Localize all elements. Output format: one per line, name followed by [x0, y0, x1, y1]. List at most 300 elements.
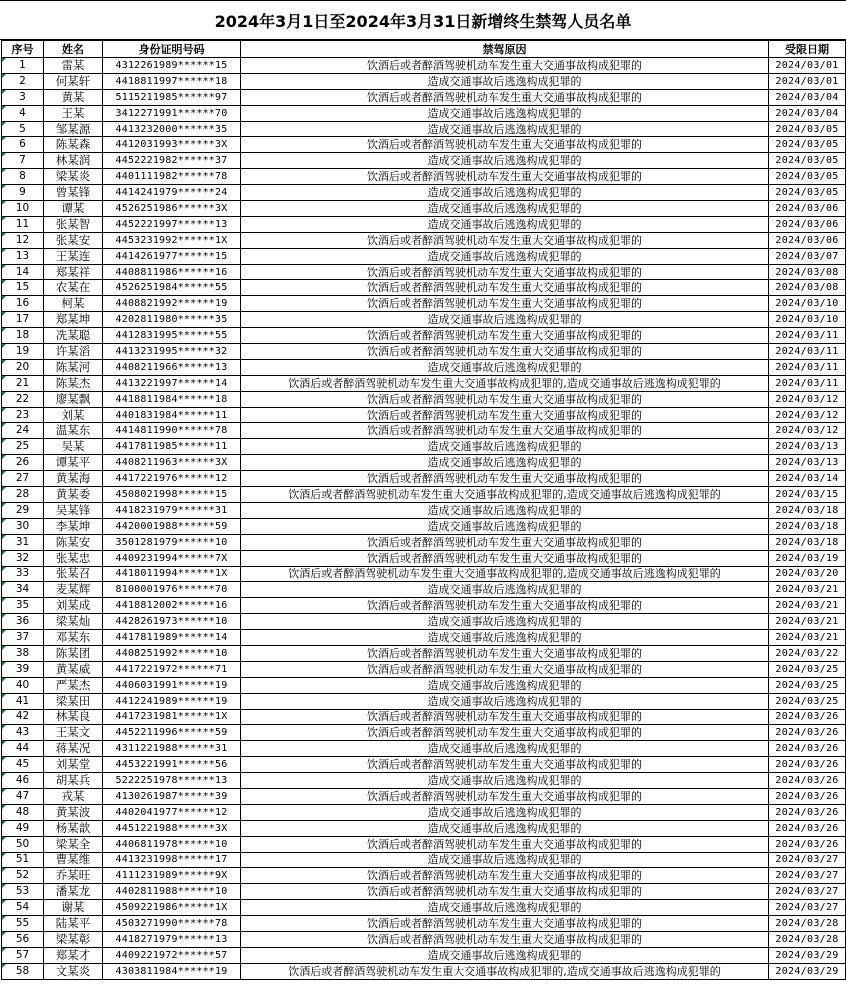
row-name-cell[interactable]: 谭某 — [44, 201, 103, 217]
row-name-cell[interactable]: 梁某炎 — [44, 169, 103, 185]
row-date-cell[interactable]: 2024/03/21 — [769, 614, 846, 630]
row-name-cell[interactable]: 梁某全 — [44, 836, 103, 852]
row-reason-cell[interactable]: 饮酒后或者醉酒驾驶机动车发生重大交通事故构成犯罪的 — [241, 836, 769, 852]
row-name-cell[interactable]: 郑某才 — [44, 947, 103, 963]
row-id-cell[interactable]: 4111231989******9X — [103, 868, 241, 884]
row-id-cell[interactable]: 5222251978******13 — [103, 773, 241, 789]
row-reason-cell[interactable]: 造成交通事故后逃逸构成犯罪的 — [241, 614, 769, 630]
row-id-cell[interactable]: 4412831995******55 — [103, 328, 241, 344]
row-name-cell[interactable]: 杨某歆 — [44, 820, 103, 836]
row-name-cell[interactable]: 张某智 — [44, 216, 103, 232]
row-seq-cell[interactable] — [2, 296, 44, 312]
row-seq-cell[interactable] — [2, 645, 44, 661]
row-reason-cell[interactable]: 造成交通事故后逃逸构成犯罪的 — [241, 900, 769, 916]
row-reason-cell[interactable]: 饮酒后或者醉酒驾驶机动车发生重大交通事故构成犯罪的,造成交通事故后逃逸构成犯罪的 — [241, 487, 769, 503]
row-name-cell[interactable]: 黄某波 — [44, 804, 103, 820]
row-date-cell[interactable]: 2024/03/11 — [769, 375, 846, 391]
row-id-cell[interactable]: 4417811985******11 — [103, 439, 241, 455]
row-name-cell[interactable]: 戎某 — [44, 788, 103, 804]
row-date-cell[interactable]: 2024/03/15 — [769, 487, 846, 503]
row-seq-cell[interactable] — [2, 757, 44, 773]
row-date-cell[interactable]: 2024/03/26 — [769, 788, 846, 804]
row-name-cell[interactable]: 张某召 — [44, 566, 103, 582]
row-reason-cell[interactable]: 饮酒后或者醉酒驾驶机动车发生重大交通事故构成犯罪的 — [241, 725, 769, 741]
row-date-cell[interactable]: 2024/03/18 — [769, 534, 846, 550]
row-name-cell[interactable]: 林某润 — [44, 153, 103, 169]
row-date-cell[interactable]: 2024/03/26 — [769, 820, 846, 836]
row-reason-cell[interactable]: 饮酒后或者醉酒驾驶机动车发生重大交通事故构成犯罪的 — [241, 645, 769, 661]
row-reason-cell[interactable]: 饮酒后或者醉酒驾驶机动车发生重大交通事故构成犯罪的 — [241, 868, 769, 884]
row-id-cell[interactable]: 4414261977******15 — [103, 248, 241, 264]
row-reason-cell[interactable]: 饮酒后或者醉酒驾驶机动车发生重大交通事故构成犯罪的 — [241, 534, 769, 550]
row-date-cell[interactable]: 2024/03/27 — [769, 852, 846, 868]
row-date-cell[interactable]: 2024/03/05 — [769, 185, 846, 201]
row-reason-cell[interactable]: 饮酒后或者醉酒驾驶机动车发生重大交通事故构成犯罪的 — [241, 757, 769, 773]
row-date-cell[interactable]: 2024/03/27 — [769, 868, 846, 884]
row-id-cell[interactable]: 4418811997******18 — [103, 73, 241, 89]
row-name-cell[interactable]: 张某忠 — [44, 550, 103, 566]
row-date-cell[interactable]: 2024/03/21 — [769, 582, 846, 598]
row-reason-cell[interactable]: 饮酒后或者醉酒驾驶机动车发生重大交通事故构成犯罪的 — [241, 661, 769, 677]
row-date-cell[interactable]: 2024/03/25 — [769, 677, 846, 693]
row-name-cell[interactable]: 吴某 — [44, 439, 103, 455]
row-seq-cell[interactable] — [2, 916, 44, 932]
row-id-cell[interactable]: 4418812002******16 — [103, 598, 241, 614]
row-id-cell[interactable]: 4453231992******1X — [103, 232, 241, 248]
row-date-cell[interactable]: 2024/03/05 — [769, 169, 846, 185]
sheet-title-cell[interactable] — [0, 0, 846, 40]
row-name-cell[interactable]: 陈某团 — [44, 645, 103, 661]
row-seq-cell[interactable] — [2, 216, 44, 232]
row-seq-cell[interactable] — [2, 455, 44, 471]
row-name-cell[interactable]: 张某安 — [44, 232, 103, 248]
row-id-cell[interactable]: 4428261973******10 — [103, 614, 241, 630]
row-name-cell[interactable]: 刘某成 — [44, 598, 103, 614]
row-id-cell[interactable]: 4452211996******59 — [103, 725, 241, 741]
row-seq-cell[interactable] — [2, 661, 44, 677]
row-name-cell[interactable]: 曾某锋 — [44, 185, 103, 201]
row-seq-cell[interactable] — [2, 852, 44, 868]
row-reason-cell[interactable]: 造成交通事故后逃逸构成犯罪的 — [241, 693, 769, 709]
row-date-cell[interactable]: 2024/03/21 — [769, 630, 846, 646]
row-id-cell[interactable]: 4418231979******31 — [103, 502, 241, 518]
row-name-cell[interactable]: 乔某旺 — [44, 868, 103, 884]
row-reason-cell[interactable]: 饮酒后或者醉酒驾驶机动车发生重大交通事故构成犯罪的 — [241, 931, 769, 947]
row-seq-cell[interactable] — [2, 280, 44, 296]
row-name-cell[interactable]: 雷某 — [44, 58, 103, 74]
row-date-cell[interactable]: 2024/03/12 — [769, 391, 846, 407]
row-seq-cell[interactable] — [2, 153, 44, 169]
row-date-cell[interactable]: 2024/03/22 — [769, 645, 846, 661]
row-seq-cell[interactable] — [2, 471, 44, 487]
row-reason-cell[interactable]: 造成交通事故后逃逸构成犯罪的 — [241, 216, 769, 232]
row-id-cell[interactable]: 4418811984******18 — [103, 391, 241, 407]
row-reason-cell[interactable]: 饮酒后或者醉酒驾驶机动车发生重大交通事故构成犯罪的 — [241, 788, 769, 804]
row-reason-cell[interactable]: 饮酒后或者醉酒驾驶机动车发生重大交通事故构成犯罪的 — [241, 296, 769, 312]
row-id-cell[interactable]: 4408251992******10 — [103, 645, 241, 661]
row-reason-cell[interactable]: 造成交通事故后逃逸构成犯罪的 — [241, 502, 769, 518]
row-seq-cell[interactable] — [2, 232, 44, 248]
row-reason-cell[interactable]: 饮酒后或者醉酒驾驶机动车发生重大交通事故构成犯罪的 — [241, 884, 769, 900]
row-id-cell[interactable]: 4413221997******14 — [103, 375, 241, 391]
header-name[interactable]: 姓名 — [44, 41, 103, 58]
row-seq-cell[interactable] — [2, 550, 44, 566]
row-id-cell[interactable]: 4452221982******37 — [103, 153, 241, 169]
row-id-cell[interactable]: 4417811989******14 — [103, 630, 241, 646]
row-seq-cell[interactable] — [2, 836, 44, 852]
row-seq-cell[interactable] — [2, 931, 44, 947]
row-seq-cell[interactable] — [2, 693, 44, 709]
row-date-cell[interactable]: 2024/03/06 — [769, 216, 846, 232]
row-date-cell[interactable]: 2024/03/19 — [769, 550, 846, 566]
row-date-cell[interactable]: 2024/03/28 — [769, 916, 846, 932]
row-id-cell[interactable]: 4503271990******78 — [103, 916, 241, 932]
row-name-cell[interactable]: 潘某龙 — [44, 884, 103, 900]
row-date-cell[interactable]: 2024/03/06 — [769, 201, 846, 217]
row-date-cell[interactable]: 2024/03/12 — [769, 423, 846, 439]
row-date-cell[interactable]: 2024/03/13 — [769, 439, 846, 455]
row-date-cell[interactable]: 2024/03/04 — [769, 105, 846, 121]
row-name-cell[interactable]: 蒋某况 — [44, 741, 103, 757]
row-seq-cell[interactable] — [2, 804, 44, 820]
row-reason-cell[interactable]: 饮酒后或者醉酒驾驶机动车发生重大交通事故构成犯罪的 — [241, 916, 769, 932]
row-seq-cell[interactable] — [2, 741, 44, 757]
row-date-cell[interactable]: 2024/03/07 — [769, 248, 846, 264]
row-name-cell[interactable]: 刘某 — [44, 407, 103, 423]
row-seq-cell[interactable] — [2, 900, 44, 916]
row-id-cell[interactable]: 4414241979******24 — [103, 185, 241, 201]
row-name-cell[interactable]: 温某东 — [44, 423, 103, 439]
row-reason-cell[interactable]: 饮酒后或者醉酒驾驶机动车发生重大交通事故构成犯罪的 — [241, 471, 769, 487]
row-date-cell[interactable]: 2024/03/29 — [769, 963, 846, 979]
row-reason-cell[interactable]: 造成交通事故后逃逸构成犯罪的 — [241, 518, 769, 534]
row-date-cell[interactable]: 2024/03/20 — [769, 566, 846, 582]
row-date-cell[interactable]: 2024/03/01 — [769, 73, 846, 89]
row-seq-cell[interactable] — [2, 248, 44, 264]
row-id-cell[interactable]: 3501281979******10 — [103, 534, 241, 550]
row-name-cell[interactable]: 麦某辉 — [44, 582, 103, 598]
row-name-cell[interactable]: 梁某灿 — [44, 614, 103, 630]
row-id-cell[interactable]: 4420001988******59 — [103, 518, 241, 534]
row-name-cell[interactable]: 曹某维 — [44, 852, 103, 868]
row-name-cell[interactable]: 何某轩 — [44, 73, 103, 89]
row-reason-cell[interactable]: 造成交通事故后逃逸构成犯罪的 — [241, 582, 769, 598]
row-id-cell[interactable]: 4413232000******35 — [103, 121, 241, 137]
row-reason-cell[interactable]: 造成交通事故后逃逸构成犯罪的 — [241, 852, 769, 868]
row-date-cell[interactable]: 2024/03/12 — [769, 407, 846, 423]
row-name-cell[interactable]: 许某滔 — [44, 344, 103, 360]
row-seq-cell[interactable] — [2, 947, 44, 963]
row-date-cell[interactable]: 2024/03/26 — [769, 836, 846, 852]
row-seq-cell[interactable] — [2, 725, 44, 741]
row-name-cell[interactable]: 黄某威 — [44, 661, 103, 677]
row-name-cell[interactable]: 陆某平 — [44, 916, 103, 932]
row-date-cell[interactable]: 2024/03/26 — [769, 757, 846, 773]
row-id-cell[interactable]: 4312261989******15 — [103, 58, 241, 74]
row-name-cell[interactable]: 黄某委 — [44, 487, 103, 503]
row-reason-cell[interactable]: 饮酒后或者醉酒驾驶机动车发生重大交通事故构成犯罪的 — [241, 169, 769, 185]
row-name-cell[interactable]: 邓某东 — [44, 630, 103, 646]
header-reason[interactable]: 禁驾原因 — [241, 41, 769, 58]
row-name-cell[interactable]: 陈某河 — [44, 359, 103, 375]
row-date-cell[interactable]: 2024/03/21 — [769, 598, 846, 614]
row-name-cell[interactable]: 谭某平 — [44, 455, 103, 471]
row-date-cell[interactable]: 2024/03/26 — [769, 773, 846, 789]
row-id-cell[interactable]: 4526251984******55 — [103, 280, 241, 296]
row-reason-cell[interactable]: 饮酒后或者醉酒驾驶机动车发生重大交通事故构成犯罪的 — [241, 550, 769, 566]
row-id-cell[interactable]: 4409221972******57 — [103, 947, 241, 963]
header-id[interactable]: 身份证明号码 — [103, 41, 241, 58]
row-id-cell[interactable]: 4417221976******12 — [103, 471, 241, 487]
row-date-cell[interactable]: 2024/03/11 — [769, 328, 846, 344]
row-id-cell[interactable]: 4526251986******3X — [103, 201, 241, 217]
row-id-cell[interactable]: 3412271991******70 — [103, 105, 241, 121]
row-seq-cell[interactable] — [2, 439, 44, 455]
row-date-cell[interactable]: 2024/03/26 — [769, 804, 846, 820]
row-reason-cell[interactable]: 饮酒后或者醉酒驾驶机动车发生重大交通事故构成犯罪的 — [241, 89, 769, 105]
row-id-cell[interactable]: 4303811984******19 — [103, 963, 241, 979]
row-reason-cell[interactable]: 饮酒后或者醉酒驾驶机动车发生重大交通事故构成犯罪的,造成交通事故后逃逸构成犯罪的 — [241, 566, 769, 582]
row-name-cell[interactable]: 胡某兵 — [44, 773, 103, 789]
row-date-cell[interactable]: 2024/03/04 — [769, 89, 846, 105]
cell-comment-marker-icon — [2, 328, 6, 332]
row-seq-cell[interactable] — [2, 121, 44, 137]
row-reason-cell[interactable]: 饮酒后或者醉酒驾驶机动车发生重大交通事故构成犯罪的 — [241, 232, 769, 248]
row-id-cell[interactable]: 4408811986******16 — [103, 264, 241, 280]
row-id-cell[interactable]: 4413231998******17 — [103, 852, 241, 868]
row-seq-cell[interactable] — [2, 598, 44, 614]
row-name-cell[interactable]: 邹某源 — [44, 121, 103, 137]
row-seq-cell[interactable] — [2, 788, 44, 804]
row-id-cell[interactable]: 4412241989******19 — [103, 693, 241, 709]
row-reason-cell[interactable]: 造成交通事故后逃逸构成犯罪的 — [241, 121, 769, 137]
row-reason-cell[interactable]: 饮酒后或者醉酒驾驶机动车发生重大交通事故构成犯罪的 — [241, 407, 769, 423]
row-date-cell[interactable]: 2024/03/05 — [769, 121, 846, 137]
row-reason-cell[interactable]: 造成交通事故后逃逸构成犯罪的 — [241, 248, 769, 264]
row-reason-cell[interactable]: 造成交通事故后逃逸构成犯罪的 — [241, 201, 769, 217]
row-seq-cell[interactable] — [2, 201, 44, 217]
row-date-cell[interactable]: 2024/03/11 — [769, 344, 846, 360]
row-date-cell[interactable]: 2024/03/25 — [769, 661, 846, 677]
row-reason-cell[interactable]: 造成交通事故后逃逸构成犯罪的 — [241, 677, 769, 693]
row-date-cell[interactable]: 2024/03/28 — [769, 931, 846, 947]
header-seq[interactable]: 序号 — [2, 41, 44, 58]
row-name-cell[interactable]: 郑某祥 — [44, 264, 103, 280]
row-seq-cell[interactable] — [2, 677, 44, 693]
row-name-cell[interactable]: 吴某锋 — [44, 502, 103, 518]
row-seq-cell[interactable] — [2, 582, 44, 598]
row-id-cell[interactable]: 5115211985******97 — [103, 89, 241, 105]
row-seq-cell[interactable] — [2, 630, 44, 646]
row-seq-cell[interactable] — [2, 534, 44, 550]
row-date-cell[interactable]: 2024/03/05 — [769, 137, 846, 153]
row-reason-cell[interactable]: 造成交通事故后逃逸构成犯罪的 — [241, 153, 769, 169]
row-seq-cell[interactable] — [2, 264, 44, 280]
row-seq-cell[interactable] — [2, 105, 44, 121]
row-name-cell[interactable]: 王某连 — [44, 248, 103, 264]
row-reason-cell[interactable]: 造成交通事故后逃逸构成犯罪的 — [241, 439, 769, 455]
row-reason-cell[interactable]: 饮酒后或者醉酒驾驶机动车发生重大交通事故构成犯罪的 — [241, 709, 769, 725]
row-id-cell[interactable]: 4453221991******56 — [103, 757, 241, 773]
row-date-cell[interactable]: 2024/03/11 — [769, 359, 846, 375]
row-date-cell[interactable]: 2024/03/18 — [769, 518, 846, 534]
row-date-cell[interactable]: 2024/03/08 — [769, 264, 846, 280]
row-date-cell[interactable]: 2024/03/10 — [769, 312, 846, 328]
row-id-cell[interactable]: 4508021998******15 — [103, 487, 241, 503]
row-name-cell[interactable]: 冼某聪 — [44, 328, 103, 344]
row-date-cell[interactable]: 2024/03/13 — [769, 455, 846, 471]
row-seq-cell[interactable] — [2, 502, 44, 518]
row-reason-cell[interactable]: 饮酒后或者醉酒驾驶机动车发生重大交通事故构成犯罪的 — [241, 598, 769, 614]
row-id-cell[interactable]: 4406031991******19 — [103, 677, 241, 693]
row-name-cell[interactable]: 陈某森 — [44, 137, 103, 153]
row-name-cell[interactable]: 李某坤 — [44, 518, 103, 534]
header-date[interactable]: 受限日期 — [769, 41, 846, 58]
row-seq-cell[interactable] — [2, 359, 44, 375]
row-seq-cell[interactable] — [2, 328, 44, 344]
row-reason-cell[interactable]: 造成交通事故后逃逸构成犯罪的 — [241, 773, 769, 789]
row-seq-cell[interactable] — [2, 963, 44, 979]
row-reason-cell[interactable]: 饮酒后或者醉酒驾驶机动车发生重大交通事故构成犯罪的 — [241, 423, 769, 439]
row-date-cell[interactable]: 2024/03/01 — [769, 58, 846, 74]
row-seq-cell[interactable] — [2, 709, 44, 725]
row-seq-cell[interactable] — [2, 773, 44, 789]
row-id-cell[interactable]: 4452221997******13 — [103, 216, 241, 232]
row-id-cell[interactable]: 4401831984******11 — [103, 407, 241, 423]
row-id-cell[interactable]: 4412031993******3X — [103, 137, 241, 153]
row-date-cell[interactable]: 2024/03/26 — [769, 725, 846, 741]
table-row — [2, 947, 846, 963]
row-name-cell[interactable]: 王某 — [44, 105, 103, 121]
row-name-cell[interactable]: 陈某安 — [44, 534, 103, 550]
table-row — [2, 884, 846, 900]
row-seq-cell[interactable] — [2, 312, 44, 328]
row-reason-cell[interactable]: 造成交通事故后逃逸构成犯罪的 — [241, 105, 769, 121]
row-name-cell[interactable]: 陈某杰 — [44, 375, 103, 391]
row-reason-cell[interactable]: 饮酒后或者醉酒驾驶机动车发生重大交通事故构成犯罪的 — [241, 137, 769, 153]
row-date-cell[interactable]: 2024/03/26 — [769, 709, 846, 725]
row-reason-cell[interactable]: 造成交通事故后逃逸构成犯罪的 — [241, 820, 769, 836]
row-reason-cell[interactable]: 饮酒后或者醉酒驾驶机动车发生重大交通事故构成犯罪的,造成交通事故后逃逸构成犯罪的 — [241, 963, 769, 979]
row-name-cell[interactable]: 柯某 — [44, 296, 103, 312]
row-date-cell[interactable]: 2024/03/05 — [769, 153, 846, 169]
row-seq-cell[interactable] — [2, 566, 44, 582]
row-date-cell[interactable]: 2024/03/27 — [769, 884, 846, 900]
row-id-cell[interactable]: 4408211963******3X — [103, 455, 241, 471]
row-name-cell[interactable]: 郑某坤 — [44, 312, 103, 328]
row-seq-cell[interactable] — [2, 344, 44, 360]
row-name-cell[interactable]: 林某良 — [44, 709, 103, 725]
row-date-cell[interactable]: 2024/03/14 — [769, 471, 846, 487]
row-name-cell[interactable]: 严某杰 — [44, 677, 103, 693]
row-id-cell[interactable]: 4409231994******7X — [103, 550, 241, 566]
row-seq-cell[interactable] — [2, 391, 44, 407]
row-reason-cell[interactable]: 饮酒后或者醉酒驾驶机动车发生重大交通事故构成犯罪的 — [241, 264, 769, 280]
row-reason-cell[interactable]: 造成交通事故后逃逸构成犯罪的 — [241, 359, 769, 375]
row-reason-cell[interactable]: 造成交通事故后逃逸构成犯罪的 — [241, 185, 769, 201]
row-name-cell[interactable]: 谢某 — [44, 900, 103, 916]
row-date-cell[interactable]: 2024/03/06 — [769, 232, 846, 248]
row-reason-cell[interactable]: 饮酒后或者醉酒驾驶机动车发生重大交通事故构成犯罪的 — [241, 328, 769, 344]
row-reason-cell[interactable]: 造成交通事故后逃逸构成犯罪的 — [241, 312, 769, 328]
row-seq-cell[interactable] — [2, 884, 44, 900]
row-seq-cell[interactable] — [2, 58, 44, 74]
row-seq-cell[interactable] — [2, 137, 44, 153]
row-seq-cell[interactable] — [2, 407, 44, 423]
row-name-cell[interactable]: 农某在 — [44, 280, 103, 296]
row-seq-cell[interactable] — [2, 375, 44, 391]
row-seq-cell[interactable] — [2, 820, 44, 836]
row-name-cell[interactable]: 梁某田 — [44, 693, 103, 709]
row-id-cell[interactable]: 4418011994******1X — [103, 566, 241, 582]
row-reason-cell[interactable]: 造成交通事故后逃逸构成犯罪的 — [241, 630, 769, 646]
row-id-cell[interactable]: 8100001976******70 — [103, 582, 241, 598]
row-date-cell[interactable]: 2024/03/08 — [769, 280, 846, 296]
row-reason-cell[interactable]: 饮酒后或者醉酒驾驶机动车发生重大交通事故构成犯罪的 — [241, 280, 769, 296]
row-seq-cell[interactable] — [2, 89, 44, 105]
row-name-cell[interactable]: 黄某 — [44, 89, 103, 105]
row-reason-cell[interactable]: 饮酒后或者醉酒驾驶机动车发生重大交通事故构成犯罪的 — [241, 391, 769, 407]
row-reason-cell[interactable]: 造成交通事故后逃逸构成犯罪的 — [241, 804, 769, 820]
row-id-cell[interactable]: 4414811990******78 — [103, 423, 241, 439]
row-id-cell[interactable]: 4406811978******10 — [103, 836, 241, 852]
row-name-cell[interactable]: 王某文 — [44, 725, 103, 741]
row-reason-cell[interactable]: 造成交通事故后逃逸构成犯罪的 — [241, 947, 769, 963]
row-id-cell[interactable]: 4451221988******3X — [103, 820, 241, 836]
row-seq-cell[interactable] — [2, 487, 44, 503]
row-name-cell[interactable]: 文某炎 — [44, 963, 103, 979]
row-date-cell[interactable]: 2024/03/27 — [769, 900, 846, 916]
row-id-cell[interactable]: 4311221988******31 — [103, 741, 241, 757]
row-date-cell[interactable]: 2024/03/10 — [769, 296, 846, 312]
row-reason-cell[interactable]: 造成交通事故后逃逸构成犯罪的 — [241, 73, 769, 89]
row-reason-cell[interactable]: 造成交通事故后逃逸构成犯罪的 — [241, 741, 769, 757]
row-reason-cell[interactable]: 饮酒后或者醉酒驾驶机动车发生重大交通事故构成犯罪的 — [241, 58, 769, 74]
row-id-cell[interactable]: 4202811980******35 — [103, 312, 241, 328]
row-id-cell[interactable]: 4417221972******71 — [103, 661, 241, 677]
row-id-cell[interactable]: 4402811988******10 — [103, 884, 241, 900]
row-date-cell[interactable]: 2024/03/26 — [769, 741, 846, 757]
row-id-cell[interactable]: 4417231981******1X — [103, 709, 241, 725]
row-date-cell[interactable]: 2024/03/29 — [769, 947, 846, 963]
row-seq-cell[interactable] — [2, 614, 44, 630]
row-reason-cell[interactable]: 饮酒后或者醉酒驾驶机动车发生重大交通事故构成犯罪的 — [241, 344, 769, 360]
row-id-cell[interactable]: 4408211966******13 — [103, 359, 241, 375]
row-id-cell[interactable]: 4418271979******13 — [103, 931, 241, 947]
header-row — [2, 41, 846, 58]
row-seq-cell[interactable] — [2, 185, 44, 201]
row-reason-cell[interactable]: 造成交通事故后逃逸构成犯罪的 — [241, 455, 769, 471]
row-date-cell[interactable]: 2024/03/25 — [769, 693, 846, 709]
row-reason-cell[interactable]: 饮酒后或者醉酒驾驶机动车发生重大交通事故构成犯罪的,造成交通事故后逃逸构成犯罪的 — [241, 375, 769, 391]
row-id-cell[interactable]: 4509221986******1X — [103, 900, 241, 916]
row-seq-cell[interactable] — [2, 423, 44, 439]
row-seq-cell[interactable] — [2, 169, 44, 185]
row-id-cell[interactable]: 4130261987******39 — [103, 788, 241, 804]
row-name-cell[interactable]: 廖某飘 — [44, 391, 103, 407]
row-id-cell[interactable]: 4413231995******32 — [103, 344, 241, 360]
row-seq-cell[interactable] — [2, 73, 44, 89]
row-date-cell[interactable]: 2024/03/18 — [769, 502, 846, 518]
row-seq-cell[interactable] — [2, 868, 44, 884]
row-id-cell[interactable]: 4408821992******19 — [103, 296, 241, 312]
row-name-cell[interactable]: 梁某彰 — [44, 931, 103, 947]
row-name-cell[interactable]: 刘某堂 — [44, 757, 103, 773]
row-name-cell[interactable]: 黄某海 — [44, 471, 103, 487]
row-seq-cell[interactable] — [2, 518, 44, 534]
row-id-cell[interactable]: 4401111982******78 — [103, 169, 241, 185]
row-id-cell[interactable]: 4402041977******12 — [103, 804, 241, 820]
